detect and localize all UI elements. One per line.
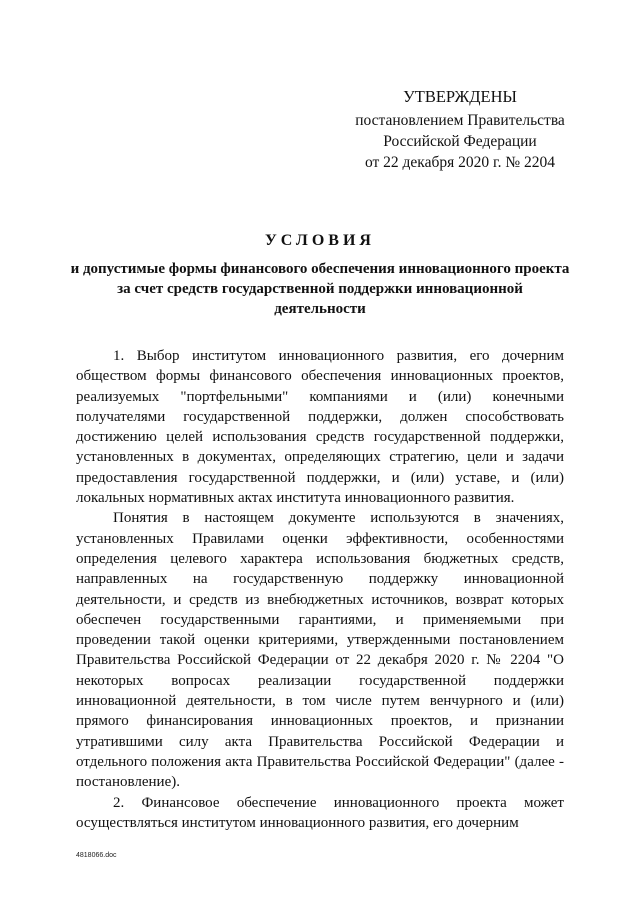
- approval-line-3: от 22 декабря 2020 г. № 2204: [364, 154, 556, 171]
- approval-line-1: постановлением Правительства: [355, 112, 565, 129]
- paragraph-1: 1. Выбор институтом инновационного развития, его дочерним обществом формы финансового обеспечения инновационных проектов, реализуемых "портфельными" компаниями и (или) конечными получателями государственной поддержки, должен способствовать достижению целей использования средств государственной поддержки, установленных в документах, определяющих стратегию, цели и задачи предоставления государственной поддержки, и (или) уставе, и (или) локальных нормативных актах института инновационного развития.: [76, 348, 564, 507]
- document-body: [76, 346, 564, 833]
- paragraph-2: Понятия в настоящем документе используются в значениях, установленных Правилами оценки эффективности, особенностями определения целевого характера использования бюджетных средств, направленных на государственную поддержку инновационной деятельности, и средств из внебюджетных источников, возврат которых обеспечен государственными гарантиями, и применяемыми при проведении такой оценки критериями, утвержденными постановлением Правительства Российской Федерации от 22 декабря 2020 г. № 2204 "О некоторых вопросах реализации государственной поддержки инновационной деятельности, в том числе путем венчурного и (или) прямого финансирования инновационных проектов, и признании утратившими силу акта Правительства Российской Федерации и отдельного положения акта Правительства Российской Федерации" (далее - постановление).: [76, 510, 564, 791]
- approval-block: [330, 86, 590, 173]
- approval-heading: УТВЕРЖДЕНЫ: [403, 87, 517, 106]
- approval-line-2: Российской Федерации: [383, 133, 537, 150]
- document-subtitle: и допустимые формы финансового обеспечения инновационного проекта за счет средств государственной поддержки инновационной деятельности: [70, 261, 570, 317]
- footer-filename: 4818066.doc: [76, 852, 117, 859]
- paragraph-3: 2. Финансовое обеспечение инновационного проекта может осуществляться институтом инновационного развития, его дочерним: [76, 794, 564, 831]
- document-title: УСЛОВИЯ: [265, 232, 375, 249]
